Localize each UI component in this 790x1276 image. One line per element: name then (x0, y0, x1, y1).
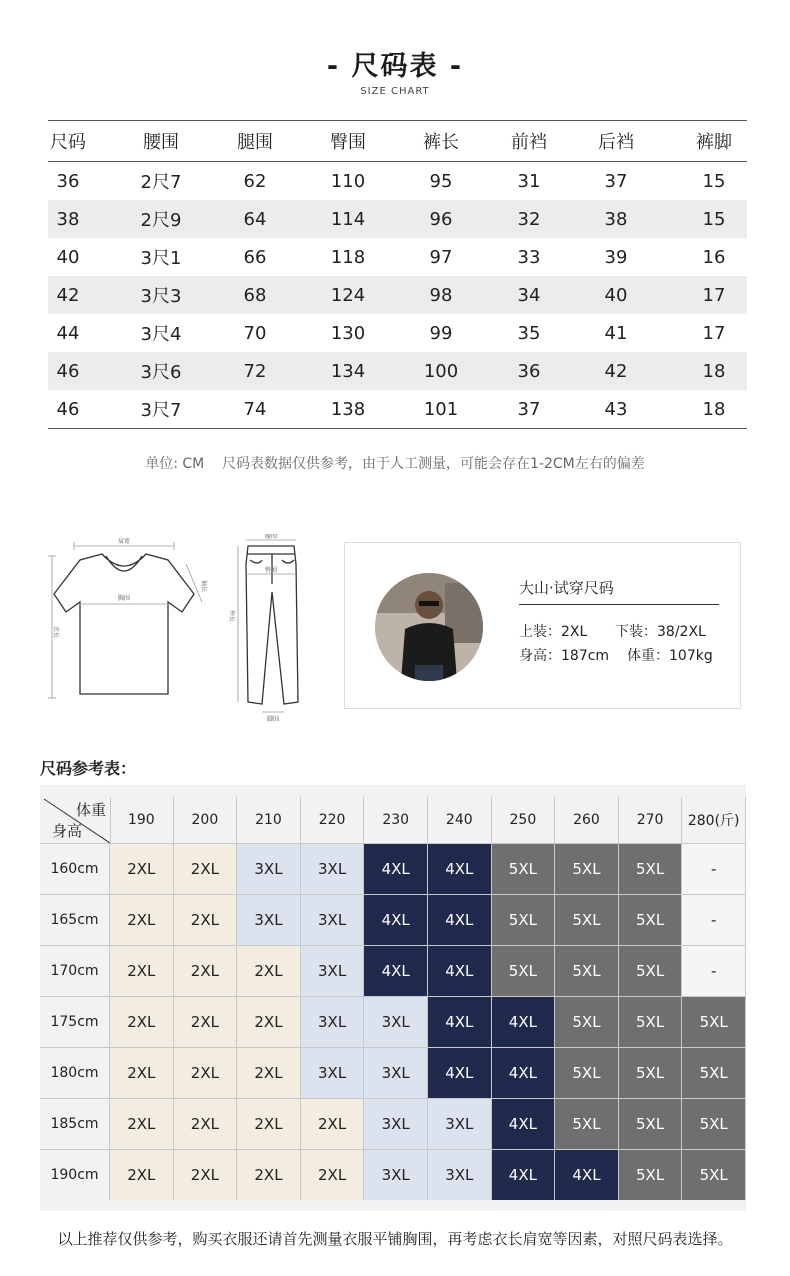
size-cell: 2XL (110, 945, 174, 996)
size-cell: 4XL (364, 894, 428, 945)
size-cell: 5XL (619, 1149, 683, 1200)
size-cell: 5XL (555, 1047, 619, 1098)
size-cell: 2XL (174, 996, 238, 1047)
size-cell: 2XL (110, 1149, 174, 1200)
size-cell: 5XL (619, 843, 683, 894)
size-cell: 2XL (110, 1047, 174, 1098)
size-cell: 2XL (237, 1098, 301, 1149)
table-cell: 101 (423, 398, 459, 420)
height-header: 175cm (40, 996, 110, 1047)
size-cell: 2XL (301, 1149, 365, 1200)
table-cell: 118 (330, 246, 366, 268)
model-avatar (375, 573, 483, 681)
hip-label: 臀围 (264, 567, 278, 574)
size-table (48, 120, 747, 429)
reference-title: 尺码参考表： (40, 759, 137, 778)
table-cell: 70 (243, 322, 267, 344)
height-header: 160cm (40, 843, 110, 894)
column-header: 前裆 (511, 132, 547, 153)
column-header: 腰围 (143, 132, 179, 153)
height-header: 170cm (40, 945, 110, 996)
model-height: 身高：187cm (519, 648, 610, 664)
size-cell: 5XL (492, 843, 556, 894)
size-cell: 2XL (110, 894, 174, 945)
table-cell: 39 (604, 246, 628, 268)
table-cell: 31 (517, 170, 541, 192)
table-cell: 134 (330, 360, 366, 382)
size-cell: 2XL (174, 894, 238, 945)
size-cell: - (682, 945, 746, 996)
table-cell: 124 (330, 284, 366, 306)
size-table-header (48, 121, 747, 162)
size-cell: 3XL (301, 894, 365, 945)
table-cell: 18 (702, 398, 726, 420)
table-cell: 68 (243, 284, 267, 306)
size-cell: 3XL (428, 1098, 492, 1149)
table-cell: 33 (517, 246, 541, 268)
table-row (48, 200, 747, 238)
table-cell: 37 (604, 170, 628, 192)
shirt-outline-icon (54, 554, 194, 694)
size-cell: 3XL (364, 1149, 428, 1200)
table-cell: 138 (330, 398, 366, 420)
size-cell: 2XL (174, 1098, 238, 1149)
size-cell: 5XL (555, 1098, 619, 1149)
size-cell: 2XL (110, 843, 174, 894)
corner-weight-label: 体重 (75, 801, 106, 819)
size-cell: 5XL (619, 1098, 683, 1149)
reference-table (40, 785, 746, 1211)
model-top-size: 上装：2XL (519, 624, 588, 640)
table-cell: 15 (702, 170, 726, 192)
weight-header: 260 (555, 797, 619, 843)
size-cell: 5XL (619, 945, 683, 996)
model-bottom-size: 下装：38/2XL (615, 624, 706, 640)
height-header: 165cm (40, 894, 110, 945)
table-cell: 2尺9 (140, 210, 182, 231)
size-cell: 3XL (364, 996, 428, 1047)
table-cell: 3尺3 (140, 286, 182, 307)
table-cell: 15 (702, 208, 726, 230)
table-cell: 42 (604, 360, 628, 382)
size-cell: 5XL (555, 996, 619, 1047)
weight-header: 270 (619, 797, 683, 843)
outseam-label: 外长 (228, 610, 235, 623)
size-cell: 2XL (237, 1149, 301, 1200)
size-cell: 5XL (492, 945, 556, 996)
size-cell: 5XL (619, 996, 683, 1047)
size-cell: 4XL (492, 1149, 556, 1200)
size-cell: 2XL (174, 945, 238, 996)
waist-label: 腰围 (264, 534, 278, 540)
length-label: 衣长 (52, 626, 59, 639)
table-cell: 64 (243, 208, 267, 230)
table-cell: 66 (243, 246, 267, 268)
column-header: 尺码 (50, 132, 86, 153)
table-cell: 36 (517, 360, 541, 382)
model-weight: 体重：107kg (627, 648, 713, 664)
footer-note: 以上推荐仅供参考，购买衣服还请首先测量衣服平铺胸围，再考虑衣长肩宽等因素，对照尺码表选择。 (57, 1230, 733, 1248)
garment-drawings (40, 534, 320, 724)
table-cell: 100 (423, 360, 459, 382)
measurement-note: 单位: CM 尺码表数据仅供参考，由于人工测量，可能会存在1-2CM左右的偏差 (145, 456, 645, 472)
chest-label: 胸围 (117, 595, 131, 602)
column-header: 裤脚 (696, 132, 732, 153)
table-cell: 3尺4 (140, 324, 182, 345)
table-cell: 72 (243, 360, 267, 382)
table-row (48, 352, 747, 390)
table-cell: 43 (604, 398, 628, 420)
size-cell: 4XL (555, 1149, 619, 1200)
size-cell: 3XL (428, 1149, 492, 1200)
size-cell: 4XL (492, 1098, 556, 1149)
shoulder-label: 肩宽 (117, 538, 131, 545)
table-cell: 114 (330, 208, 366, 230)
size-cell: 5XL (682, 1149, 746, 1200)
table-cell: 74 (243, 398, 267, 420)
column-header: 腿围 (237, 132, 273, 153)
table-cell: 99 (429, 322, 453, 344)
table-cell: 34 (517, 284, 541, 306)
table-cell: 97 (429, 246, 453, 268)
size-cell: 5XL (619, 1047, 683, 1098)
table-row (48, 162, 747, 200)
weight-header: 230 (364, 797, 428, 843)
size-cell: 5XL (682, 1047, 746, 1098)
table-row (48, 276, 747, 314)
table-cell: 46 (56, 360, 80, 382)
size-cell: 4XL (492, 996, 556, 1047)
table-cell: 3尺7 (140, 400, 182, 421)
size-cell: 4XL (492, 1047, 556, 1098)
reference-corner (40, 797, 111, 843)
table-cell: 36 (56, 170, 80, 192)
size-cell: 3XL (237, 843, 301, 894)
height-header: 185cm (40, 1098, 110, 1149)
table-cell: 2尺7 (140, 172, 182, 193)
table-cell: 44 (56, 322, 80, 344)
size-cell: 5XL (555, 945, 619, 996)
size-cell: 2XL (110, 996, 174, 1047)
table-cell: 46 (56, 398, 80, 420)
size-cell: 5XL (555, 894, 619, 945)
size-cell: 3XL (364, 1047, 428, 1098)
page-subtitle: SIZE CHART (360, 86, 430, 97)
size-cell: 2XL (174, 1047, 238, 1098)
size-cell: 4XL (428, 1047, 492, 1098)
size-cell: 3XL (301, 843, 365, 894)
table-cell: 3尺1 (140, 248, 182, 269)
size-cell: 3XL (301, 996, 365, 1047)
table-row (48, 314, 747, 352)
height-header: 180cm (40, 1047, 110, 1098)
weight-header: 210 (237, 797, 301, 843)
table-cell: 96 (429, 208, 453, 230)
size-cell: 2XL (110, 1098, 174, 1149)
size-cell: 4XL (364, 843, 428, 894)
size-cell: - (682, 894, 746, 945)
size-cell: 2XL (174, 843, 238, 894)
height-header: 190cm (40, 1149, 110, 1200)
size-cell: 5XL (682, 1098, 746, 1149)
hem-label: 脚围 (266, 716, 280, 723)
table-cell: 98 (429, 284, 453, 306)
size-cell: 3XL (301, 1047, 365, 1098)
weight-header: 280(斤) (682, 797, 746, 843)
size-cell: 3XL (237, 894, 301, 945)
table-cell: 40 (604, 284, 628, 306)
table-cell: 42 (56, 284, 80, 306)
size-cell: 5XL (619, 894, 683, 945)
model-card (344, 542, 741, 709)
size-cell: 5XL (492, 894, 556, 945)
table-cell: 17 (702, 322, 726, 344)
size-cell: 2XL (301, 1098, 365, 1149)
size-cell: 4XL (428, 894, 492, 945)
weight-header: 200 (174, 797, 238, 843)
table-cell: 18 (702, 360, 726, 382)
size-cell: - (682, 843, 746, 894)
table-cell: 40 (56, 246, 80, 268)
size-cell: 5XL (682, 996, 746, 1047)
size-cell: 2XL (174, 1149, 238, 1200)
table-cell: 130 (330, 322, 366, 344)
size-cell: 2XL (237, 996, 301, 1047)
table-cell: 37 (517, 398, 541, 420)
column-header: 后裆 (598, 132, 634, 153)
weight-header: 240 (428, 797, 492, 843)
table-cell: 38 (56, 208, 80, 230)
weight-header: 220 (301, 797, 365, 843)
size-cell: 2XL (237, 1047, 301, 1098)
table-cell: 17 (702, 284, 726, 306)
table-cell: 32 (517, 208, 541, 230)
size-cell: 3XL (301, 945, 365, 996)
garment-diagram (40, 534, 320, 724)
table-cell: 38 (604, 208, 628, 230)
page-title: - 尺码表 - (326, 51, 464, 82)
table-row (48, 238, 747, 276)
size-cell: 5XL (555, 843, 619, 894)
column-header: 裤长 (423, 132, 459, 153)
table-cell: 95 (429, 170, 453, 192)
table-cell: 3尺6 (140, 362, 182, 383)
model-name: 大山·试穿尺码 (519, 579, 614, 597)
corner-height-label: 身高 (52, 822, 83, 840)
size-cell: 4XL (428, 945, 492, 996)
model-divider (519, 604, 719, 605)
column-header: 臀围 (330, 132, 366, 153)
table-cell: 110 (330, 170, 366, 192)
table-cell: 62 (243, 170, 267, 192)
table-cell: 16 (702, 246, 726, 268)
size-cell: 3XL (364, 1098, 428, 1149)
weight-header: 190 (110, 797, 174, 843)
table-cell: 41 (604, 322, 628, 344)
table-row (48, 390, 747, 428)
table-cell: 35 (517, 322, 541, 344)
size-cell: 4XL (428, 996, 492, 1047)
size-cell: 4XL (428, 843, 492, 894)
sleeve-label: 袖长 (200, 580, 207, 593)
size-cell: 2XL (237, 945, 301, 996)
size-cell: 4XL (364, 945, 428, 996)
weight-header: 250 (492, 797, 556, 843)
